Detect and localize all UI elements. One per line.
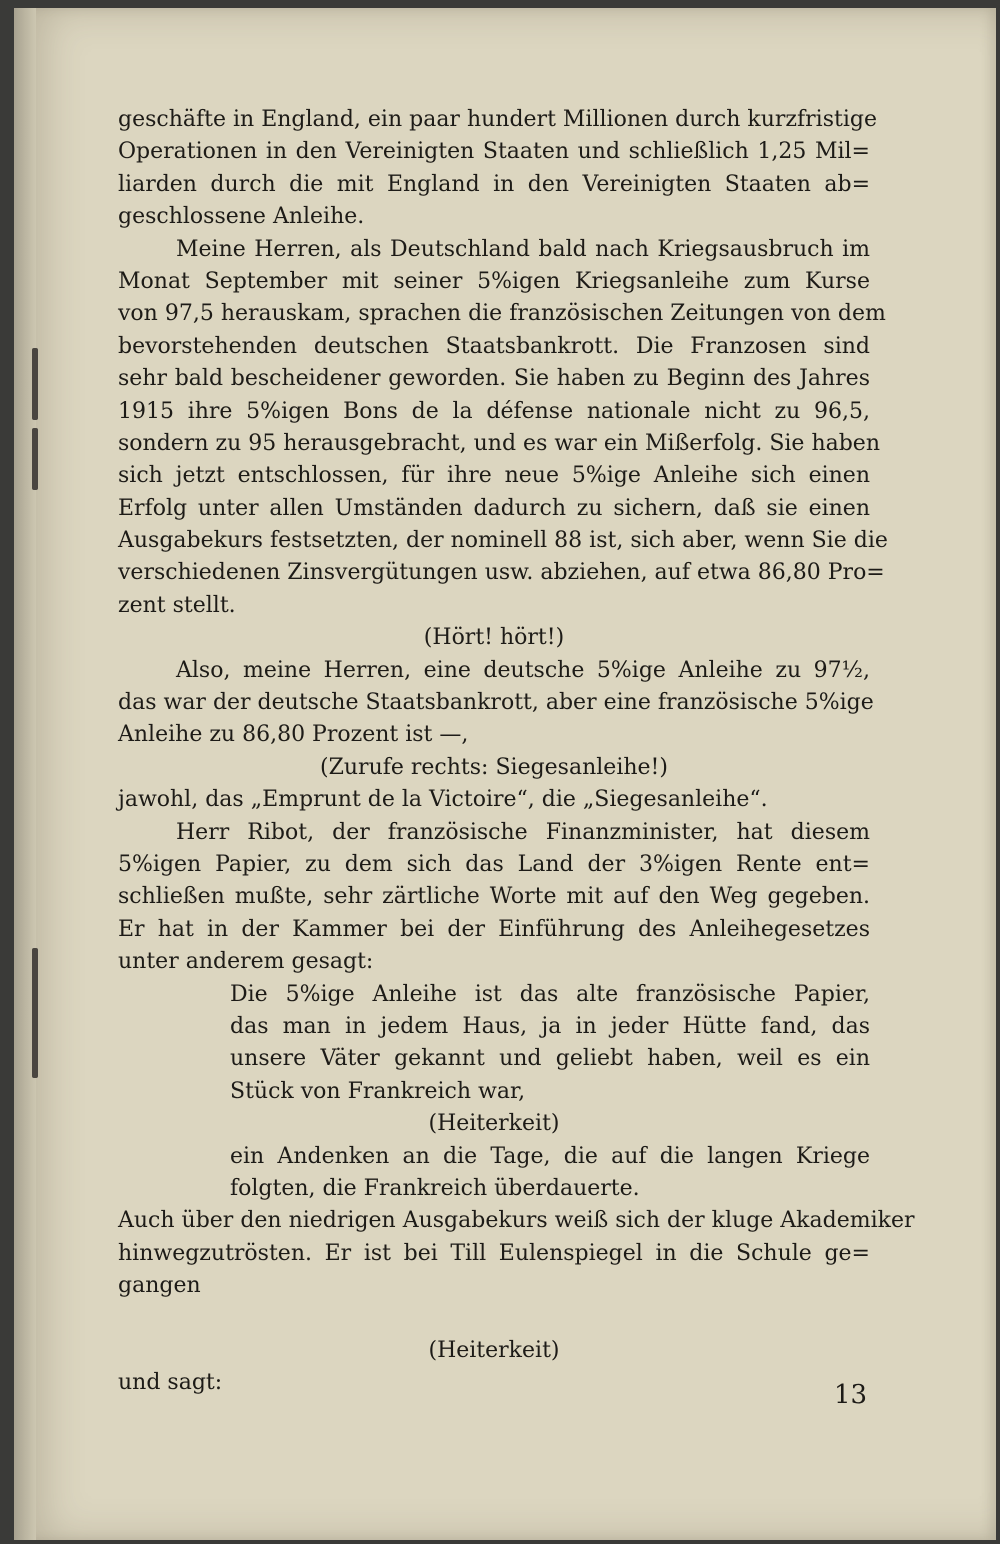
text-line: Monat September mit seiner 5%igen Kriegsanleihe zum Kurse bbox=[118, 268, 870, 294]
text-line: Anleihe zu 86,80 Prozent ist —, bbox=[118, 722, 469, 748]
text-line: geschäfte in England, ein paar hundert Millionen durch kurzfristige bbox=[118, 107, 877, 132]
text-line: verschiedenen Zinsvergütungen usw. abziehen, auf etwa 86,80 Pro= bbox=[118, 560, 885, 586]
quote-line: Stück von Frankreich war, bbox=[230, 1078, 526, 1104]
quote-line: das man in jedem Haus, ja in jeder Hütte fand, das bbox=[230, 1013, 870, 1039]
text-line: bevorstehenden deutschen Staatsbankrott. Die Franzosen sind bbox=[118, 333, 870, 359]
text-line: 5%igen Papier, zu dem sich das Land der 3%igen Rente ent= bbox=[118, 851, 870, 877]
text-line: Ausgabekurs festsetzten, der nominell 88 ist, sich aber, wenn Sie die bbox=[118, 528, 888, 554]
text-line: Also, meine Herren, eine deutsche 5%ige Anleihe zu 97½, bbox=[176, 657, 870, 683]
text-line: Erfolg unter allen Umständen dadurch zu sichern, daß sie einen bbox=[118, 495, 870, 521]
interjection: (Heiterkeit) bbox=[428, 1111, 560, 1137]
binding-mark bbox=[32, 348, 38, 420]
page-gutter bbox=[14, 8, 36, 1540]
interjection: (Zurufe rechts: Siegesanleihe!) bbox=[320, 754, 668, 780]
text-line: Operationen in den Vereinigten Staaten und schließlich 1,25 Mil= bbox=[118, 139, 870, 165]
text-line: hinwegzutrösten. Er ist bei Till Eulenspiegel in die Schule ge= bbox=[118, 1240, 870, 1266]
text-line: zent stellt. bbox=[118, 592, 236, 618]
quote-line: unsere Väter gekannt und geliebt haben, weil es ein bbox=[230, 1046, 870, 1072]
book-page bbox=[14, 8, 996, 1540]
text-line: Er hat in der Kammer bei der Einführung des Anleihegesetzes bbox=[118, 916, 870, 942]
text-line: sehr bald bescheidener geworden. Sie haben zu Beginn des Jahres bbox=[118, 366, 870, 392]
text-line: sich jetzt entschlossen, für ihre neue 5%ige Anleihe sich einen bbox=[118, 463, 870, 489]
text-line: das war der deutsche Staatsbankrott, aber eine französische 5%ige bbox=[118, 690, 874, 716]
page-number: 13 bbox=[834, 1380, 868, 1410]
text-line: gangen bbox=[118, 1273, 201, 1299]
quote-line: folgten, die Frankreich überdauerte. bbox=[230, 1175, 640, 1201]
interjection: (Heiterkeit) bbox=[428, 1337, 560, 1363]
text-line: jawohl, das „Emprunt de la Victoire“, die „Siegesanleihe“. bbox=[118, 787, 768, 813]
binding-mark bbox=[32, 1018, 38, 1078]
quote-line: ein Andenken an die Tage, die auf die langen Kriege bbox=[230, 1143, 870, 1169]
text-line: 1915 ihre 5%igen Bons de la défense nationale nicht zu 96,5, bbox=[118, 398, 870, 424]
page-text bbox=[118, 104, 915, 1400]
text-line: und sagt: bbox=[118, 1370, 223, 1396]
text-line: Meine Herren, als Deutschland bald nach Kriegsausbruch im bbox=[176, 236, 870, 262]
text-line: von 97,5 herauskam, sprachen die französischen Zeitungen von dem bbox=[118, 301, 886, 327]
text-line: liarden durch die mit England in den Vereinigten Staaten ab= bbox=[118, 171, 870, 197]
text-line: unter anderem gesagt: bbox=[118, 949, 374, 975]
text-line: Herr Ribot, der französische Finanzminister, hat diesem bbox=[176, 819, 870, 845]
blank-line bbox=[118, 1302, 870, 1334]
text-line: sondern zu 95 herausgebracht, und es war ein Mißerfolg. Sie haben bbox=[118, 430, 880, 456]
binding-mark bbox=[32, 428, 38, 490]
interjection: (Hört! hört!) bbox=[423, 625, 565, 651]
text-line: Auch über den niedrigen Ausgabekurs weiß sich der kluge Akademiker bbox=[118, 1208, 915, 1234]
quote-line: Die 5%ige Anleihe ist das alte französische Papier, bbox=[230, 981, 870, 1007]
text-line: geschlossene Anleihe. bbox=[118, 204, 365, 230]
text-line: schließen mußte, sehr zärtliche Worte mit auf den Weg gegeben. bbox=[118, 884, 870, 910]
